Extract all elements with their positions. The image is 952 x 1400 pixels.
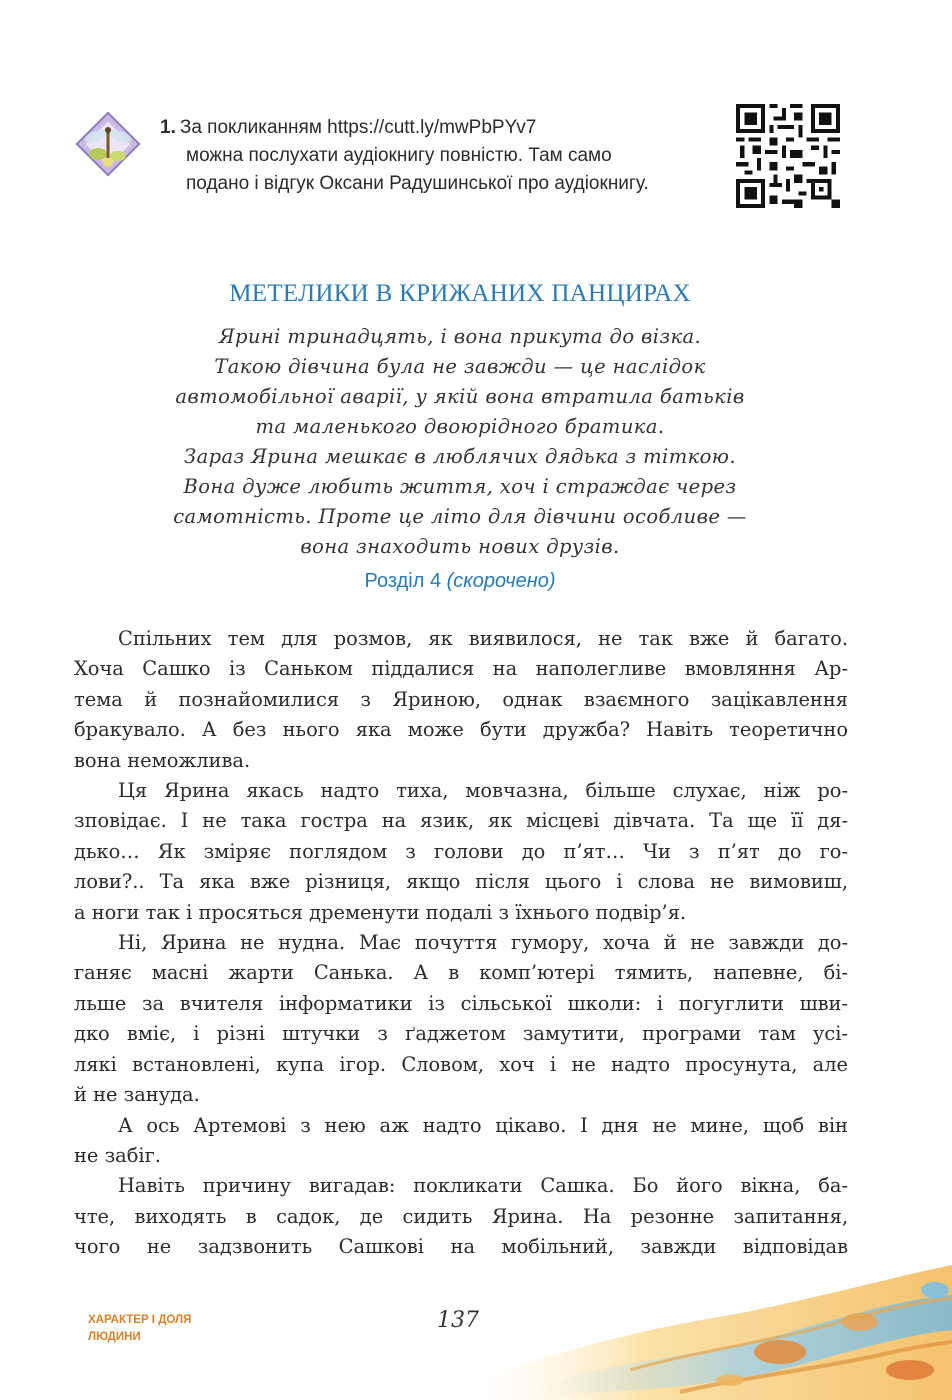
intro-line: Зараз Ярина мешкає в люблячих дядька з тіткою. [184, 445, 736, 468]
text-line: льше за вчителя інформатики із сільської школи: і погуглити шви- [74, 991, 848, 1015]
note-number: 1. [160, 117, 176, 138]
chapter-label [88, 1312, 228, 1346]
text-line: бракувало. А без нього яка може бути дружба? Навіть теоретично [74, 718, 848, 742]
text-line: дько… Як зміряє поглядом з голови до п’ят… Чи з п’ят до го- [74, 839, 848, 863]
story-intro [100, 322, 820, 562]
text-line: Навіть причину вигадав: покликати Сашка. Бо його вікна, ба- [118, 1174, 848, 1198]
intro-line: автомобільної аварії, у якій вона втратила батьків [175, 385, 745, 408]
audiobook-note [160, 114, 720, 198]
text-line: Ця Ярина якась надто тиха, мовчазна, більше слухає, ніж ро- [118, 779, 848, 803]
intro-line: Вона дуже любить життя, хоч і страждає через [183, 475, 737, 498]
decorative-landscape-illustration [480, 1260, 952, 1400]
text-line: тема й познайомилися з Яриною, однак взаємного зацікавлення [74, 687, 848, 711]
note-line[interactable]: За покликанням https://cutt.ly/mwPbPYv7 [179, 117, 537, 138]
note-line: можна послухати аудіокнигу повністю. Там само [186, 145, 612, 166]
section-heading [0, 570, 920, 593]
intro-line: та маленького двоюрідного братика. [255, 415, 665, 438]
section-note: (скорочено) [446, 570, 556, 592]
text-line: лови?.. Та яка вже різниця, якщо після цього і слова не вимовиш, [74, 870, 848, 894]
chapter-label-line: ЛЮДИНИ [88, 1331, 141, 1343]
note-line: подано і відгук Оксани Радушинської про аудіокнигу. [186, 173, 649, 194]
text-line: чого не задзвонить Сашкові на мобільний, завжди відповідав [74, 1235, 848, 1259]
text-line: А ось Артемові з нею аж надто цікаво. І дня не мине, щоб він [118, 1113, 848, 1137]
section-label: Розділ 4 [364, 570, 442, 592]
qr-code[interactable] [736, 104, 840, 208]
story-body [74, 624, 848, 1263]
text-line: дко вміє, і різні штучки з ґаджетом замутити, програми там усі- [74, 1022, 848, 1046]
text-line: а ноги так і просяться дременути подалі з їхнього подвір’я. [74, 900, 687, 924]
intro-line: вона знаходить нових друзів. [300, 535, 620, 558]
text-line: Хоча Сашко із Саньком піддалися на наполегливе вмовляння Ар- [74, 657, 848, 681]
text-line: й не зануда. [74, 1083, 200, 1107]
text-line: чте, виходять в садок, де сидить Ярина. На резонне запитання, [74, 1204, 848, 1228]
text-line: вона неможлива. [74, 748, 251, 772]
text-line: не забіг. [74, 1143, 161, 1167]
intro-line: Ярині тринадцять, і вона прикута до візка. [218, 325, 702, 348]
text-line: Спільних тем для розмов, як виявилося, не так вже й багато. [118, 627, 848, 650]
text-line: лякі встановлені, купа ігор. Словом, хоч і не надто просунута, але [74, 1052, 848, 1076]
dragonfly-icon [72, 108, 144, 180]
page-number: 137 [437, 1308, 479, 1333]
text-line: зповідає. І не така гостра на язик, як місцеві дівчата. Та ще її дя- [74, 809, 848, 833]
story-title: МЕТЕЛИКИ В КРИЖАНИХ ПАНЦИРАХ [229, 280, 691, 307]
intro-line: Такою дівчина була не завжди — це наслідок [214, 355, 706, 378]
text-line: Ні, Ярина не нудна. Має почуття гумору, хоча й не завжди до- [118, 931, 848, 955]
text-line: ганяє масні жарти Санька. А в комп’ютері тямить, напевне, бі- [74, 961, 848, 985]
chapter-label-line: ХАРАКТЕР І ДОЛЯ [88, 1314, 192, 1326]
intro-line: самотність. Проте це літо для дівчини особливе — [173, 505, 747, 528]
